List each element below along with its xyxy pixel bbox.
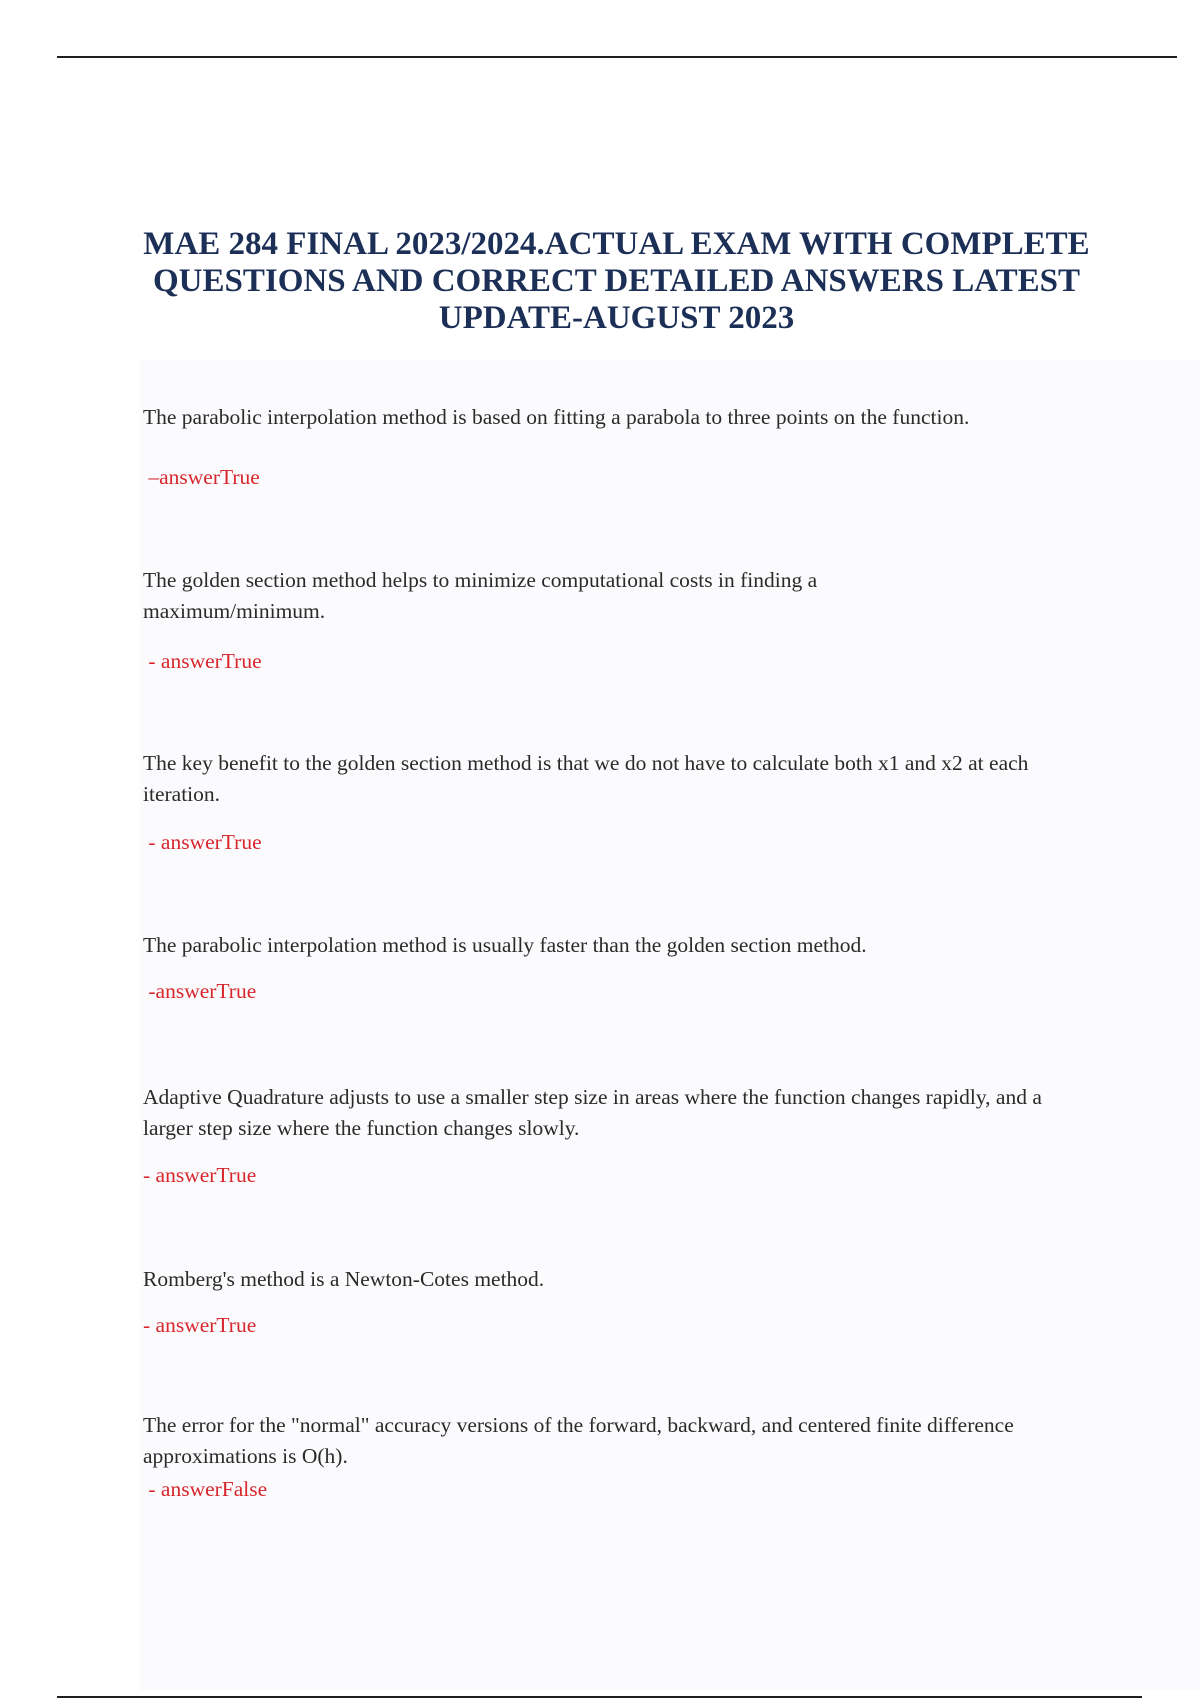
title-line-2: QUESTIONS AND CORRECT DETAILED ANSWERS LATEST <box>152 263 1080 299</box>
question-text: The key benefit to the golden section method is that we do not have to calculate both x1 and x2 at each iteration. <box>143 751 1029 806</box>
question-text: The parabolic interpolation method is usually faster than the golden section method. <box>143 933 867 957</box>
answer-text: - answerTrue <box>143 1313 257 1337</box>
question-text: Adaptive Quadrature adjusts to use a smaller step size in areas where the function changes rapidly, and a larger step size where the function changes slowly. <box>143 1085 1042 1140</box>
answer-text: - answerTrue <box>143 1163 257 1187</box>
qa-item-7 <box>143 1410 1103 1501</box>
bottom-rule <box>57 1696 1142 1698</box>
qa-item-3 <box>143 748 1103 854</box>
qa-item-6 <box>143 1264 1103 1337</box>
title-line-3: UPDATE-AUGUST 2023 <box>438 300 795 336</box>
question-text: The error for the "normal" accuracy versions of the forward, backward, and centered finite difference approximations is O(h). <box>143 1413 1014 1468</box>
qa-item-4 <box>143 930 1103 1003</box>
answer-text: - answerFalse <box>143 1477 268 1501</box>
question-text: The golden section method helps to minimize computational costs in finding a maximum/minimum. <box>143 568 818 623</box>
answer-text: - answerTrue <box>143 649 262 673</box>
answer-text: –answerTrue <box>143 465 260 489</box>
question-text: Romberg's method is a Newton-Cotes method. <box>143 1267 545 1291</box>
top-rule <box>57 56 1177 58</box>
answer-text: - answerTrue <box>143 830 262 854</box>
document-title <box>120 226 1113 337</box>
answer-text: -answerTrue <box>143 979 257 1003</box>
page-background <box>140 360 1200 1690</box>
qa-item-2 <box>143 565 1103 673</box>
qa-item-1 <box>143 402 1103 489</box>
question-text: The parabolic interpolation method is based on fitting a parabola to three points on the function. <box>143 405 970 429</box>
qa-item-5 <box>143 1082 1103 1187</box>
title-line-1: MAE 284 FINAL 2023/2024.ACTUAL EXAM WITH COMPLETE <box>143 226 1090 262</box>
